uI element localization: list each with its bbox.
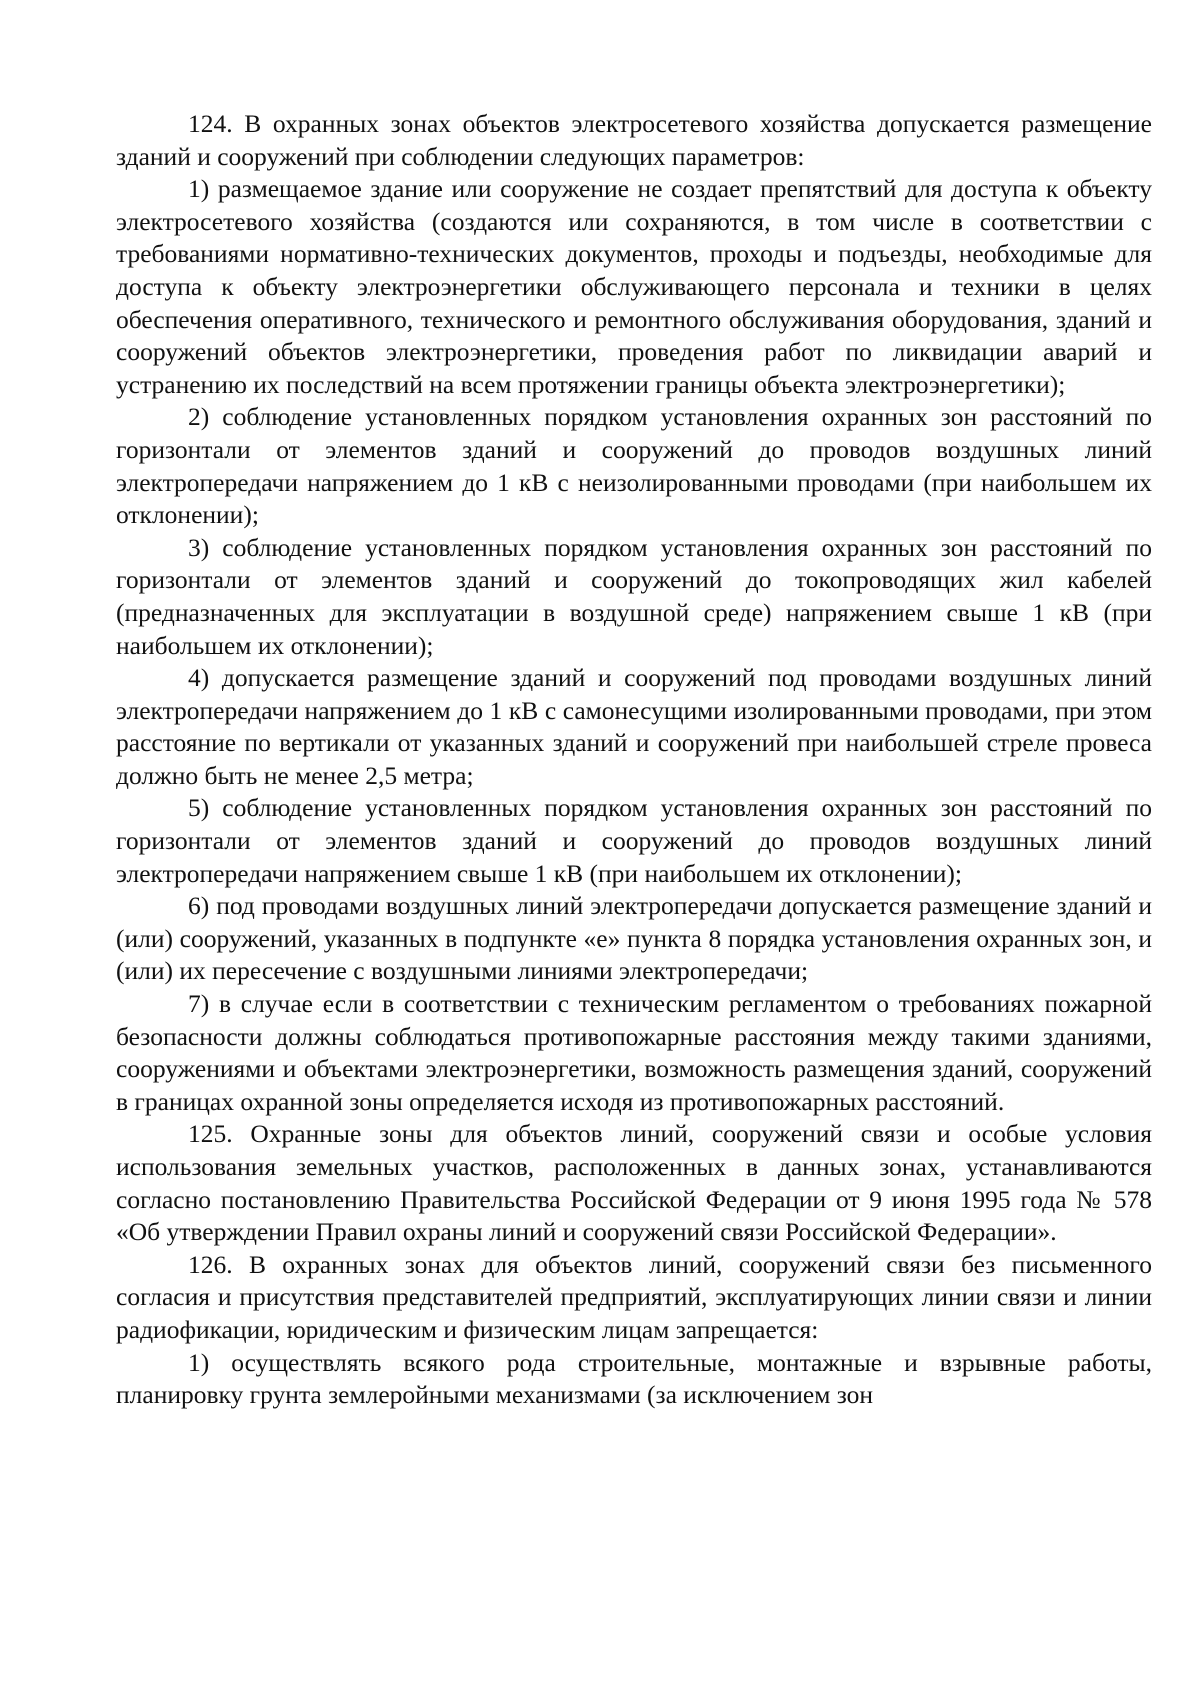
paragraph-124-item-2: 2) соблюдение установленных порядком установления охранных зон расстояний по горизонтали от элементов зданий и сооружений до проводов воздушных линий электропередачи напряжением до 1 кВ с неизолированными проводами (при наибольшем их отклонении); xyxy=(116,402,1152,530)
paragraph-126: 126. В охранных зонах для объектов линий, сооружений связи без письменного согласия и присутствия представителей предприятий, эксплуатирующих линии связи и линии радиофикации, юридическим и физическим лицам запрещается: xyxy=(116,1249,1152,1344)
paragraph-124-item-3: 3) соблюдение установленных порядком установления охранных зон расстояний по горизонтали от элементов зданий и сооружений до токопроводящих жил кабелей (предназначенных для эксплуатации в воздушной среде) напряжением свыше 1 кВ (при наибольшем их отклонении); xyxy=(116,532,1152,660)
document-page xyxy=(116,108,1152,1412)
paragraph-125: 125. Охранные зоны для объектов линий, сооружений связи и особые условия использования земельных участков, расположенных в данных зонах, устанавливаются согласно постановлению Правительства Российской Федерации от 9 июня 1995 года № 578 «Об утверждении Правил охраны линий и сооружений связи Российской Федерации». xyxy=(116,1119,1152,1247)
paragraph-124-item-6: 6) под проводами воздушных линий электропередачи допускается размещение зданий и (или) сооружений, указанных в подпункте «е» пункта 8 порядка установления охранных зон, и (или) их пересечение с воздушными линиями электропередачи; xyxy=(116,891,1152,986)
paragraph-124: 124. В охранных зонах объектов электросетевого хозяйства допускается размещение зданий и сооружений при соблюдении следующих параметров: xyxy=(116,109,1152,171)
paragraph-126-item-1: 1) осуществлять всякого рода строительные, монтажные и взрывные работы, планировку грунта землеройными механизмами (за исключением зон xyxy=(116,1347,1152,1410)
paragraph-124-item-5: 5) соблюдение установленных порядком установления охранных зон расстояний по горизонтали от элементов зданий и сооружений до проводов воздушных линий электропередачи напряжением свыше 1 кВ (при наибольшем их отклонении); xyxy=(116,793,1152,888)
paragraph-124-item-7: 7) в случае если в соответствии с техническим регламентом о требованиях пожарной безопасности должны соблюдаться противопожарные расстояния между такими зданиями, сооружениями и объектами электроэнергетики, возможность размещения зданий, сооружений в границах охранной зоны определяется исходя из противопожарных расстояний. xyxy=(116,989,1152,1116)
paragraph-124-item-4: 4) допускается размещение зданий и сооружений под проводами воздушных линий электропередачи напряжением до 1 кВ с самонесущими изолированными проводами, при этом расстояние по вертикали от указанных зданий и сооружений при наибольшей стреле провеса должно быть не менее 2,5 метра; xyxy=(116,663,1152,790)
paragraph-124-item-1: 1) размещаемое здание или сооружение не создает препятствий для доступа к объекту электросетевого хозяйства (создаются или сохраняются, в том числе в соответствии с требованиями нормативно-технических документов, проходы и подъезды, необходимые для доступа к объекту электроэнергетики обслуживающего персонала и техники в целях обеспечения оперативного, технического и ремонтного обслуживания оборудования, зданий и сооружений объектов электроэнергетики, проведения работ по ликвидации аварий и устранению их последствий на всем протяжении границы объекта электроэнергетики); xyxy=(116,174,1152,399)
